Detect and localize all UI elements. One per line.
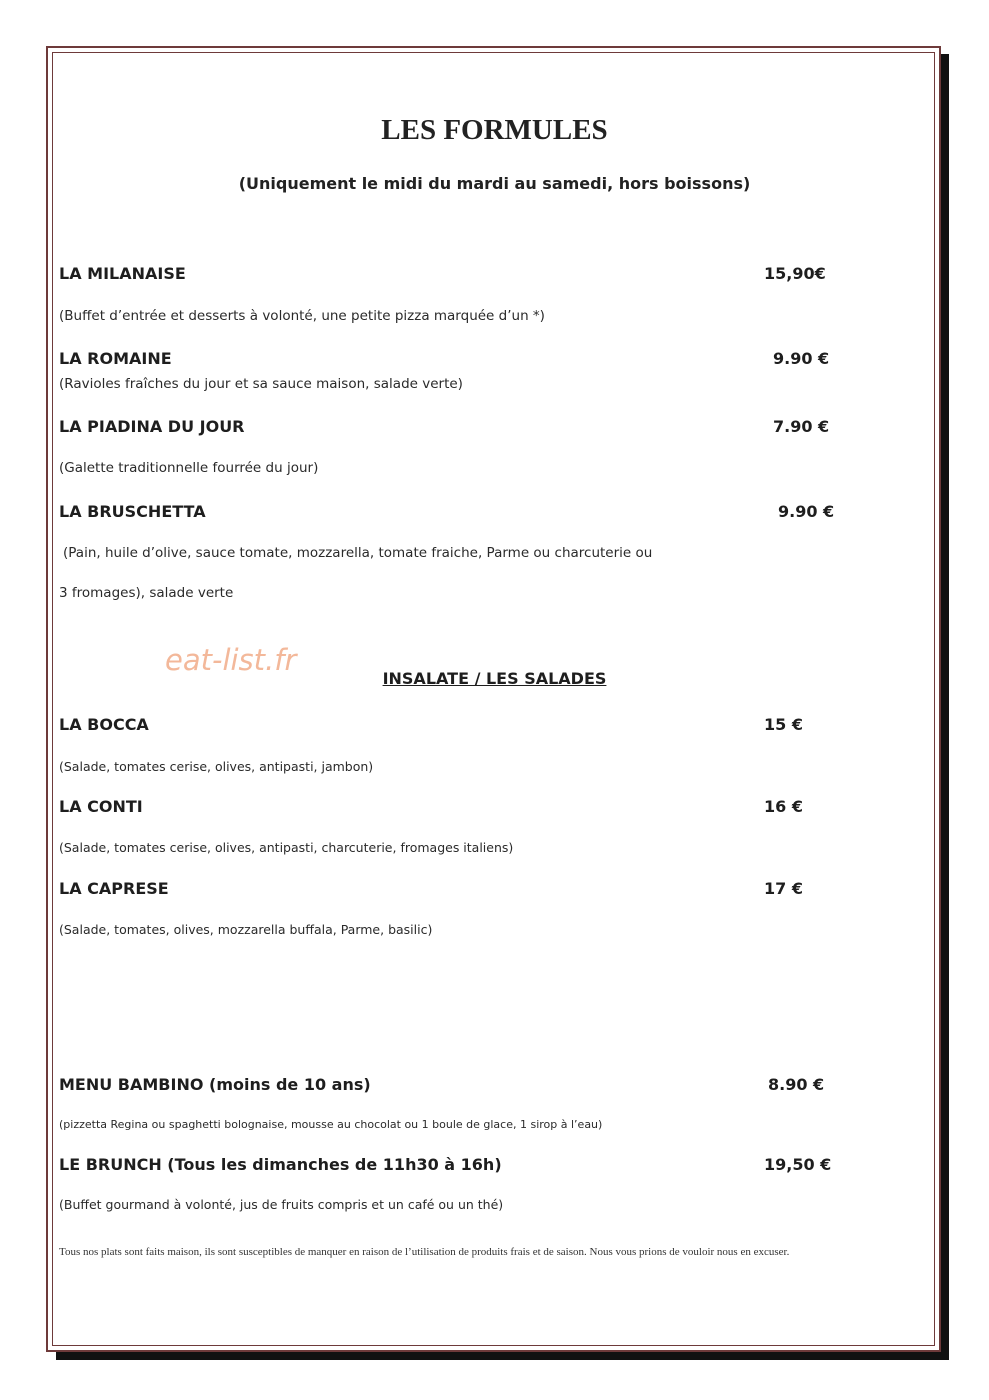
- extra-name-bambino: MENU BAMBINO (moins de 10 ans): [59, 1075, 371, 1094]
- salade-name-conti: LA CONTI: [59, 797, 143, 816]
- formule-desc-bruschetta-line2: 3 fromages), salade verte: [59, 585, 234, 601]
- formule-desc-milanaise: (Buffet d’entrée et desserts à volonté, une petite pizza marquée d’un *): [59, 308, 545, 324]
- section-heading-salades: [0, 669, 989, 688]
- section-heading-salades-text: INSALATE / LES SALADES: [382, 669, 607, 688]
- formule-name-piadina: LA PIADINA DU JOUR: [59, 417, 245, 436]
- salade-desc-bocca: (Salade, tomates cerise, olives, antipasti, jambon): [59, 759, 374, 774]
- formule-desc-piadina: (Galette traditionnelle fourrée du jour): [59, 460, 319, 476]
- formule-price-milanaise: 15,90€: [764, 264, 826, 283]
- formule-price-piadina: 7.90 €: [773, 417, 830, 436]
- menu-frame-inner-border: [52, 52, 935, 1346]
- salade-desc-caprese: (Salade, tomates, olives, mozzarella buffala, Parme, basilic): [59, 922, 433, 937]
- page-title: LES FORMULES: [381, 114, 608, 146]
- page-subtitle: (Uniquement le midi du mardi au samedi, hors boissons): [238, 174, 751, 193]
- salade-desc-conti: (Salade, tomates cerise, olives, antipasti, charcuterie, fromages italiens): [59, 840, 514, 855]
- extra-price-bambino: 8.90 €: [768, 1075, 825, 1094]
- extra-desc-brunch: (Buffet gourmand à volonté, jus de fruits compris et un café ou un thé): [59, 1197, 504, 1212]
- formule-desc-bruschetta-line1: (Pain, huile d’olive, sauce tomate, mozzarella, tomate fraiche, Parme ou charcuterie ou: [63, 545, 653, 561]
- formule-desc-romaine: (Ravioles fraîches du jour et sa sauce maison, salade verte): [59, 376, 463, 392]
- salade-name-caprese: LA CAPRESE: [59, 879, 169, 898]
- salade-price-caprese: 17 €: [764, 879, 803, 898]
- formule-name-bruschetta: LA BRUSCHETTA: [59, 502, 206, 521]
- salade-price-bocca: 15 €: [764, 715, 803, 734]
- formule-price-bruschetta: 9.90 €: [778, 502, 835, 521]
- watermark-text: eat-list.fr: [165, 643, 297, 677]
- footnote: Tous nos plats sont faits maison, ils sont susceptibles de manquer en raison de l’utilisation de produits frais et de saison. Nous vous prions de vouloir nous en excuser.: [59, 1246, 790, 1258]
- extra-name-brunch: LE BRUNCH (Tous les dimanches de 11h30 à 16h): [59, 1155, 502, 1174]
- salade-price-conti: 16 €: [764, 797, 803, 816]
- extra-desc-bambino: (pizzetta Regina ou spaghetti bolognaise, mousse au chocolat ou 1 boule de glace, 1 sirop à l’eau): [59, 1118, 603, 1131]
- salade-name-bocca: LA BOCCA: [59, 715, 149, 734]
- formule-name-milanaise: LA MILANAISE: [59, 264, 186, 283]
- formule-price-romaine: 9.90 €: [773, 349, 830, 368]
- formule-name-romaine: LA ROMAINE: [59, 349, 172, 368]
- extra-price-brunch: 19,50 €: [764, 1155, 832, 1174]
